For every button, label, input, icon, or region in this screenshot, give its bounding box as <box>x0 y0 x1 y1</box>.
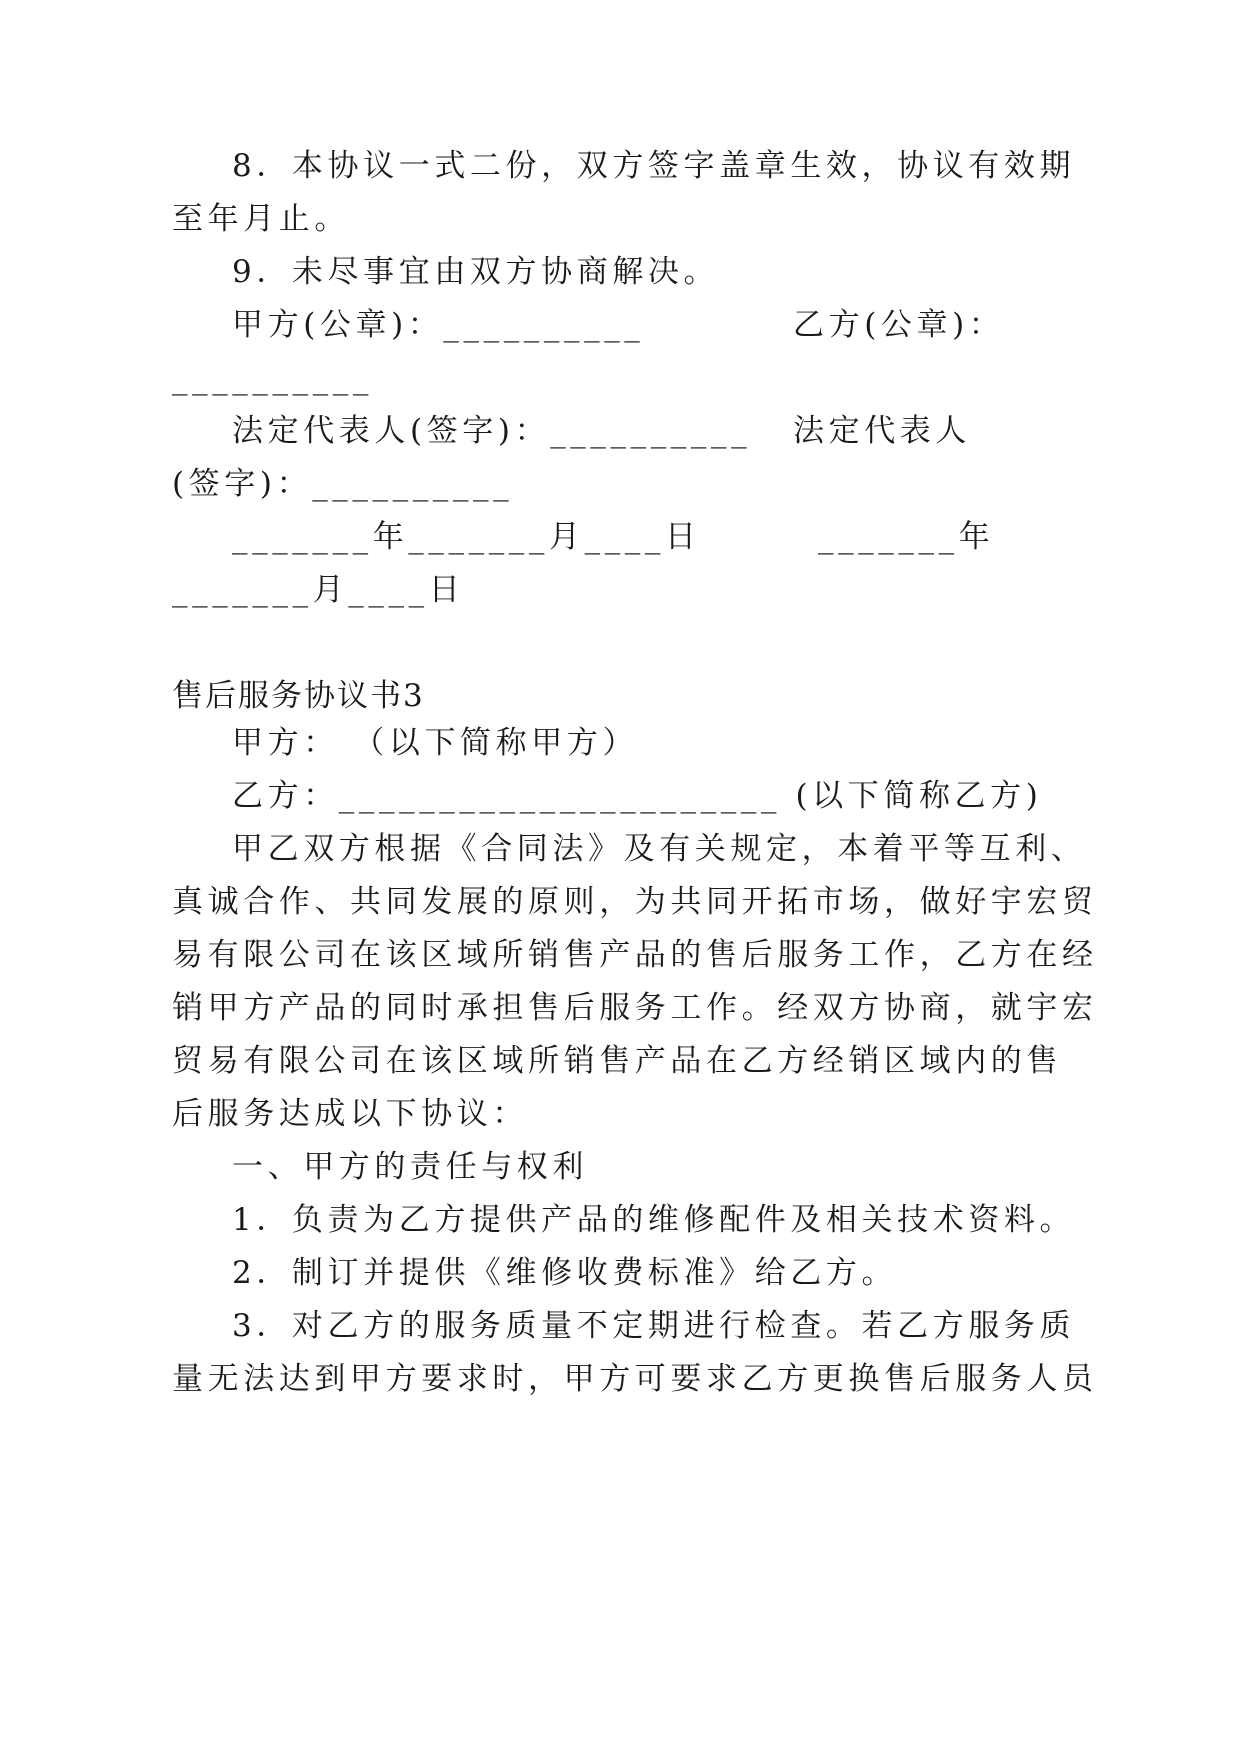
preamble-line-6: 后服务达成以下协议： <box>172 1096 528 1132</box>
party-b-representative-signature: (签字)：__________ <box>172 466 514 502</box>
item-1: 1．负责为乙方提供产品的维修配件及相关技术资料。 <box>232 1202 1076 1238</box>
section-heading: 一、甲方的责任与权利 <box>232 1149 588 1185</box>
party-a-representative: 法定代表人(签字)：__________ <box>232 413 752 449</box>
party-a-date: _______年_______月____日 <box>232 519 701 555</box>
party-b-seal-blank: __________ <box>172 360 373 396</box>
item-3-line-2: 量无法达到甲方要求时，甲方可要求乙方更换售后服务人员 <box>172 1361 1098 1397</box>
preamble-line-5: 贸易有限公司在该区域所销售产品在乙方经销区域内的售 <box>172 1043 1062 1079</box>
party-b-date-month-day: _______月____日 <box>172 572 465 608</box>
party-a-line: 甲方： （以下简称甲方） <box>232 725 639 761</box>
item-3-line-1: 3．对乙方的服务质量不定期进行检查。若乙方服务质 <box>232 1308 1076 1344</box>
party-b-line: 乙方：______________________ (以下简称乙方) <box>232 778 1043 814</box>
preamble-line-4: 销甲方产品的同时承担售后服务工作。经双方协商，就宇宏 <box>172 990 1098 1026</box>
preamble-line-2: 真诚合作、共同发展的原则，为共同开拓市场，做好宇宏贸 <box>172 884 1098 920</box>
clause-8-line-2: 至年月止。 <box>172 201 350 237</box>
party-a-seal: 甲方(公章)：__________ <box>232 307 645 343</box>
preamble-line-1: 甲乙双方根据《合同法》及有关规定，本着平等互利、 <box>232 831 1087 867</box>
party-b-date-year: _______年 <box>818 519 995 555</box>
party-b-seal: 乙方(公章)： <box>793 307 1005 343</box>
party-b-representative: 法定代表人 <box>793 413 971 449</box>
clause-8-line-1: 8．本协议一式二份，双方签字盖章生效，协议有效期 <box>232 148 1076 184</box>
section-title: 售后服务协议书3 <box>172 678 425 714</box>
item-2: 2．制订并提供《维修收费标准》给乙方。 <box>232 1255 898 1291</box>
preamble-line-3: 易有限公司在该区域所销售产品的售后服务工作，乙方在经 <box>172 937 1098 973</box>
clause-9: 9．未尽事宜由双方协商解决。 <box>232 254 720 290</box>
